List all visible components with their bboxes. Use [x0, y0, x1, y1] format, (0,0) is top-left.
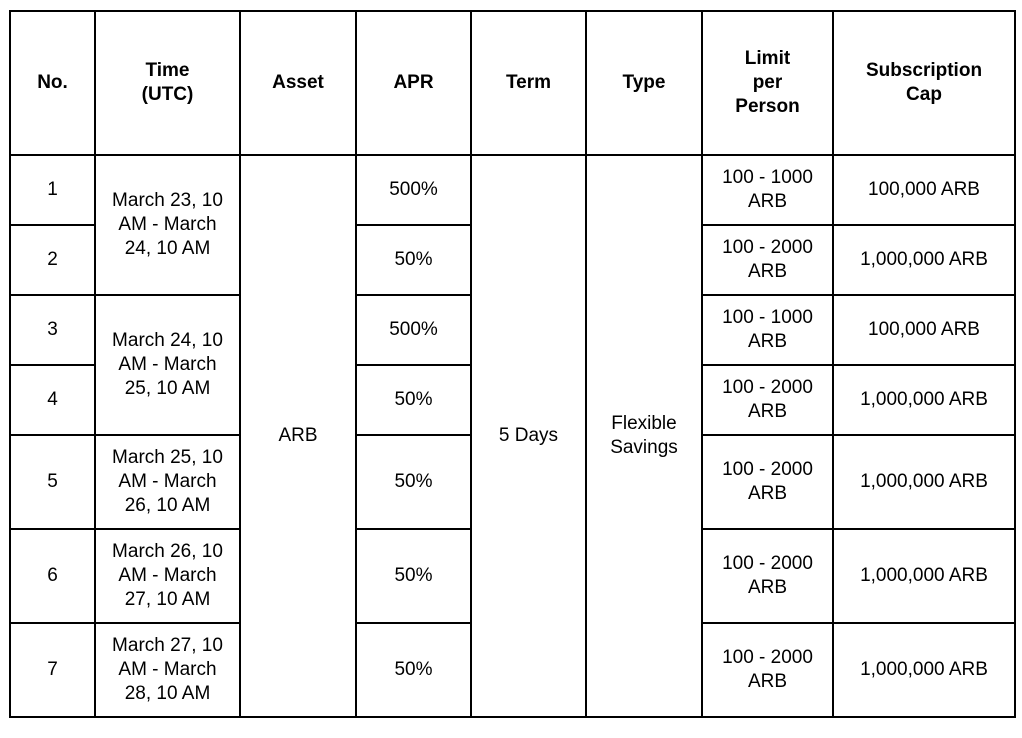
header-no: No.	[10, 11, 95, 155]
row-number: 7	[10, 623, 95, 717]
limit-cell: 100 - 2000 ARB	[702, 225, 833, 295]
row-number: 5	[10, 435, 95, 529]
header-term: Term	[471, 11, 586, 155]
time-slot: March 23, 10 AM - March 24, 10 AM	[95, 155, 240, 295]
time-slot: March 25, 10 AM - March 26, 10 AM	[95, 435, 240, 529]
apr-cell: 50%	[356, 435, 471, 529]
table-row	[10, 155, 1015, 225]
time-slot: March 27, 10 AM - March 28, 10 AM	[95, 623, 240, 717]
apr-cell: 50%	[356, 225, 471, 295]
term-cell: 5 Days	[471, 155, 586, 717]
row-number: 6	[10, 529, 95, 623]
header-row	[10, 11, 1015, 155]
cap-cell: 1,000,000 ARB	[833, 529, 1015, 623]
cap-cell: 1,000,000 ARB	[833, 435, 1015, 529]
header-time: Time (UTC)	[95, 11, 240, 155]
limit-cell: 100 - 1000 ARB	[702, 155, 833, 225]
apr-cell: 50%	[356, 365, 471, 435]
apr-cell: 500%	[356, 295, 471, 365]
time-slot: March 24, 10 AM - March 25, 10 AM	[95, 295, 240, 435]
limit-cell: 100 - 2000 ARB	[702, 435, 833, 529]
header-asset: Asset	[240, 11, 356, 155]
row-number: 1	[10, 155, 95, 225]
header-apr: APR	[356, 11, 471, 155]
limit-cell: 100 - 2000 ARB	[702, 623, 833, 717]
cap-cell: 1,000,000 ARB	[833, 623, 1015, 717]
apr-cell: 50%	[356, 529, 471, 623]
apr-cell: 500%	[356, 155, 471, 225]
limit-cell: 100 - 1000 ARB	[702, 295, 833, 365]
apr-cell: 50%	[356, 623, 471, 717]
cap-cell: 1,000,000 ARB	[833, 225, 1015, 295]
cap-cell: 100,000 ARB	[833, 295, 1015, 365]
header-subscription-cap: Subscription Cap	[833, 11, 1015, 155]
row-number: 4	[10, 365, 95, 435]
limit-cell: 100 - 2000 ARB	[702, 365, 833, 435]
time-slot: March 26, 10 AM - March 27, 10 AM	[95, 529, 240, 623]
row-number: 2	[10, 225, 95, 295]
subscription-schedule-table	[9, 10, 1016, 718]
row-number: 3	[10, 295, 95, 365]
type-cell: Flexible Savings	[586, 155, 702, 717]
header-limit-per-person: Limit per Person	[702, 11, 833, 155]
header-type: Type	[586, 11, 702, 155]
asset-cell: ARB	[240, 155, 356, 717]
cap-cell: 1,000,000 ARB	[833, 365, 1015, 435]
cap-cell: 100,000 ARB	[833, 155, 1015, 225]
limit-cell: 100 - 2000 ARB	[702, 529, 833, 623]
